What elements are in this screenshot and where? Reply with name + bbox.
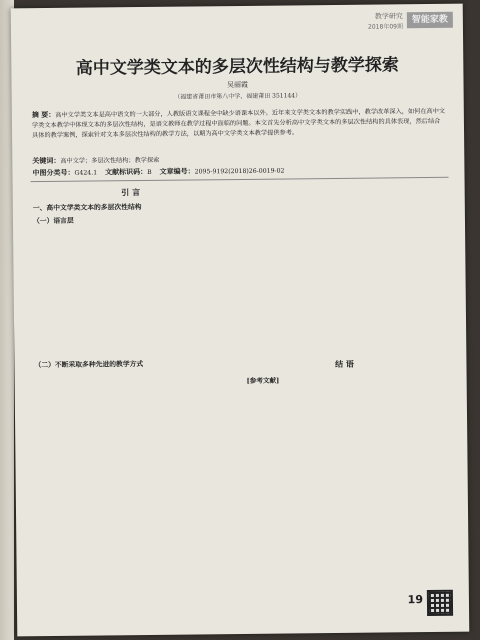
- brand-logo: 智能家教: [407, 12, 453, 28]
- doc-code-value: B: [147, 168, 152, 176]
- abstract-label: 摘 要：: [31, 109, 56, 120]
- author-name: 吴丽霞: [226, 80, 249, 90]
- magazine-name: 教学研究: [374, 12, 403, 21]
- section-1-sub-heading: （一）语言层: [32, 216, 74, 226]
- article-no-value: 2095-9192(2018)26-0019-02: [194, 167, 285, 176]
- divider: [31, 177, 449, 182]
- keywords: [32, 155, 159, 166]
- keywords-label: 关键词：: [32, 155, 61, 166]
- references: [247, 374, 443, 385]
- running-header: [368, 12, 453, 31]
- conclusion-heading: 结 语: [335, 358, 354, 370]
- classification-line: [32, 166, 284, 179]
- abstract-text: 高中文学类文本是高中语文的一大部分，人教版语文课程全中缺少语课本以外。近年来文学类文本的教学实践中，教学改革深入，如何在高中文学类文本教学中体现文本的多层次性结构，是语文教师在教学过程中面临的问题。本文首先分析高中文学类文本的多层次性结构的具体表现，然后结合具体的教学案例，探索针对文本多层次性结构的教学方法，以期为高中文学类文本教学提供参考。: [31, 107, 446, 140]
- section-2-sub-heading: （二）不断采取多种先进的教学方式: [34, 360, 144, 370]
- doc-code-label: 文献标识码：: [105, 166, 148, 177]
- article-no-label: 文章编号：: [159, 166, 195, 176]
- section-1-heading: 一、高中文学类文本的多层次性结构: [32, 202, 142, 212]
- left-column-upper: [33, 184, 229, 229]
- issue-number: 2018年09期: [367, 23, 403, 31]
- clc-label: 中图分类号：: [32, 167, 75, 178]
- clc-value: G424.1: [74, 169, 98, 177]
- page-number: 19: [407, 593, 424, 607]
- journal-page: [11, 4, 470, 637]
- abstract: [32, 106, 446, 141]
- references-label: [参考文献]: [246, 376, 280, 385]
- left-column-lower: [34, 358, 230, 373]
- author-affiliation: （福建省莆田市第八中学，福建莆田 351144）: [174, 92, 302, 101]
- qr-code-icon: [427, 590, 453, 616]
- keywords-text: 高中文学；多层次性结构；教学探索: [60, 156, 160, 165]
- article-title: 高中文学类文本的多层次性结构与教学探索: [75, 55, 399, 79]
- right-column-lower: [246, 356, 442, 388]
- intro-heading: 引 言: [121, 187, 141, 198]
